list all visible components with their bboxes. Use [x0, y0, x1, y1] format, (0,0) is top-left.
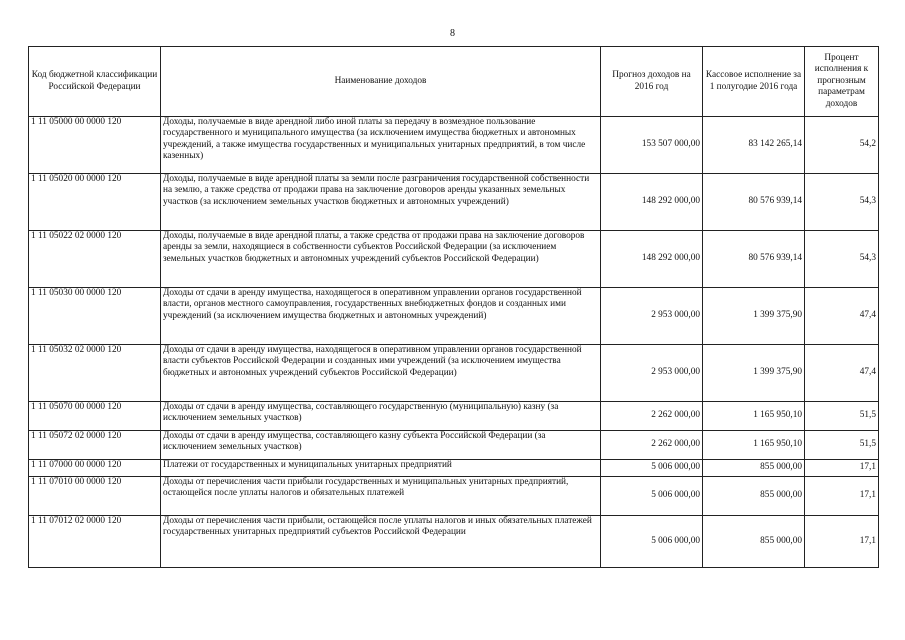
table-row	[29, 174, 879, 231]
classification-code-cell: 1 11 05072 02 0000 120	[29, 431, 161, 460]
revenue-name-cell: Доходы от сдачи в аренду имущества, находящегося в оперативном управлении органов государственной власти, органов местного самоуправления, государственных внебюджетных фондов и созданных ими учреждений (за исключением имущества бюджетных и автономных учреждений)	[161, 288, 601, 345]
revenue-name-cell: Доходы, получаемые в виде арендной платы за земли после разграничения государственной собственности на землю, а также средства от продажи права на заключение договоров аренды указанных земельных участков (за исключением земельных участков бюджетных и автономных учреждений)	[161, 174, 601, 231]
classification-code-cell: 1 11 05022 02 0000 120	[29, 231, 161, 288]
cash-execution-cell: 1 165 950,10	[703, 431, 805, 460]
header-code: Код бюджетной классификации Российской Федерации	[29, 47, 161, 117]
forecast-cell: 148 292 000,00	[601, 231, 703, 288]
cash-execution-cell: 855 000,00	[703, 477, 805, 516]
percent-cell: 54,3	[805, 231, 879, 288]
forecast-cell: 2 262 000,00	[601, 402, 703, 431]
percent-cell: 47,4	[805, 288, 879, 345]
forecast-cell: 2 953 000,00	[601, 288, 703, 345]
table-row	[29, 431, 879, 460]
header-cash-execution: Кассовое исполнение за 1 полугодие 2016 года	[703, 47, 805, 117]
percent-cell: 17,1	[805, 477, 879, 516]
cash-execution-cell: 1 165 950,10	[703, 402, 805, 431]
cash-execution-cell: 80 576 939,14	[703, 174, 805, 231]
forecast-cell: 5 006 000,00	[601, 460, 703, 477]
table-row	[29, 288, 879, 345]
table-row	[29, 117, 879, 174]
table-row	[29, 231, 879, 288]
header-name: Наименование доходов	[161, 47, 601, 117]
revenue-name-cell: Доходы, получаемые в виде арендной платы, а также средства от продажи права на заключение договоров аренды за земли, находящиеся в собственности субъектов Российской Федерации (за исключением земельных участков бюджетных и автономных учреждений субъектов Российской Федерации)	[161, 231, 601, 288]
classification-code-cell: 1 11 05032 02 0000 120	[29, 345, 161, 402]
cash-execution-cell: 80 576 939,14	[703, 231, 805, 288]
table-row	[29, 516, 879, 568]
cash-execution-cell: 855 000,00	[703, 460, 805, 477]
cash-execution-cell: 1 399 375,90	[703, 288, 805, 345]
percent-cell: 54,2	[805, 117, 879, 174]
percent-cell: 51,5	[805, 402, 879, 431]
forecast-cell: 2 953 000,00	[601, 345, 703, 402]
classification-code-cell: 1 11 05030 00 0000 120	[29, 288, 161, 345]
revenue-table	[28, 46, 879, 568]
classification-code-cell: 1 11 05070 00 0000 120	[29, 402, 161, 431]
forecast-cell: 153 507 000,00	[601, 117, 703, 174]
revenue-name-cell: Доходы от перечисления части прибыли государственных и муниципальных унитарных предприятий, остающейся после уплаты налогов и обязательных платежей	[161, 477, 601, 516]
classification-code-cell: 1 11 07000 00 0000 120	[29, 460, 161, 477]
classification-code-cell: 1 11 07012 02 0000 120	[29, 516, 161, 568]
revenue-name-cell: Доходы от сдачи в аренду имущества, составляющего казну субъекта Российской Федерации (за исключением земельных участков)	[161, 431, 601, 460]
percent-cell: 47,4	[805, 345, 879, 402]
forecast-cell: 148 292 000,00	[601, 174, 703, 231]
percent-cell: 54,3	[805, 174, 879, 231]
header-percent: Процент исполнения к прогнозным параметрам доходов	[805, 47, 879, 117]
forecast-cell: 5 006 000,00	[601, 516, 703, 568]
classification-code-cell: 1 11 05020 00 0000 120	[29, 174, 161, 231]
table-row	[29, 460, 879, 477]
forecast-cell: 2 262 000,00	[601, 431, 703, 460]
page-number: 8	[450, 28, 455, 39]
revenue-name-cell: Платежи от государственных и муниципальных унитарных предприятий	[161, 460, 601, 477]
revenue-name-cell: Доходы от сдачи в аренду имущества, находящегося в оперативном управлении органов государственной власти субъектов Российской Федерации и созданных ими учреждений (за исключением имущества бюджетных и автономных учреждений субъектов Российской Федерации)	[161, 345, 601, 402]
table-row	[29, 345, 879, 402]
percent-cell: 17,1	[805, 516, 879, 568]
cash-execution-cell: 1 399 375,90	[703, 345, 805, 402]
table-body	[29, 117, 879, 568]
classification-code-cell: 1 11 05000 00 0000 120	[29, 117, 161, 174]
percent-cell: 17,1	[805, 460, 879, 477]
cash-execution-cell: 855 000,00	[703, 516, 805, 568]
header-forecast: Прогноз доходов на 2016 год	[601, 47, 703, 117]
revenue-name-cell: Доходы, получаемые в виде арендной либо иной платы за передачу в возмездное пользование государственного и муниципального имущества (за исключением имущества бюджетных и автономных учреждений, а также имущества государственных и муниципальных унитарных предприятий, в том числе казенных)	[161, 117, 601, 174]
classification-code-cell: 1 11 07010 00 0000 120	[29, 477, 161, 516]
cash-execution-cell: 83 142 265,14	[703, 117, 805, 174]
revenue-name-cell: Доходы от перечисления части прибыли, остающейся после уплаты налогов и иных обязательных платежей государственных унитарных предприятий субъектов Российской Федерации	[161, 516, 601, 568]
table-row	[29, 477, 879, 516]
percent-cell: 51,5	[805, 431, 879, 460]
table-header-row	[29, 47, 879, 117]
table-row	[29, 402, 879, 431]
revenue-name-cell: Доходы от сдачи в аренду имущества, составляющего государственную (муниципальную) казну (за исключением земельных участков)	[161, 402, 601, 431]
forecast-cell: 5 006 000,00	[601, 477, 703, 516]
